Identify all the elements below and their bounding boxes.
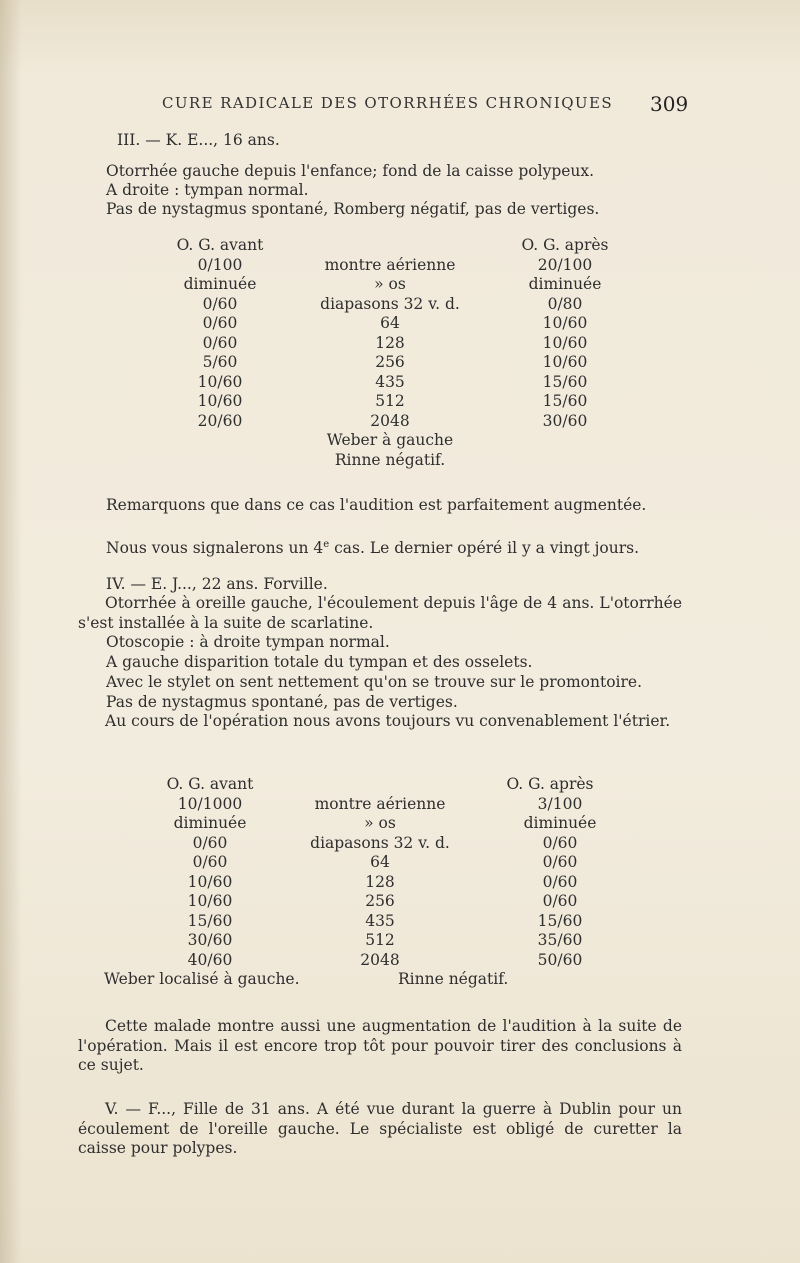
remark2-text-a: Nous vous signalerons un 4 xyxy=(106,539,324,557)
cell-stimulus: 2048 xyxy=(370,411,410,430)
cell-stimulus: 128 xyxy=(375,333,405,352)
case4-rinne-note: Rinne négatif. xyxy=(398,970,509,988)
case3-line-2: A droite : tympan normal. xyxy=(106,181,309,199)
cell-stimulus: 435 xyxy=(375,372,405,391)
table-row xyxy=(0,931,800,951)
cell-stimulus: » os xyxy=(374,275,406,293)
table-row xyxy=(0,295,800,315)
table-row xyxy=(0,853,800,873)
cell-before: diminuée xyxy=(173,814,247,832)
col-header-after: O. G. après xyxy=(521,236,609,254)
case4-line-3: Avec le stylet on sent nettement qu'on se trouve sur le promontoire. xyxy=(106,673,642,691)
table-row xyxy=(0,275,800,295)
table-row xyxy=(0,314,800,334)
case4-paragraph-2: Au cours de l'opération nous avons toujours vu convenablement l'étrier. xyxy=(105,712,671,730)
cell-stimulus: 435 xyxy=(365,911,395,930)
cell-before: 40/60 xyxy=(187,950,233,969)
table-row xyxy=(0,795,800,815)
cell-before: 15/60 xyxy=(187,911,233,930)
cell-stimulus: montre aérienne xyxy=(324,255,456,274)
cell-before: 0/60 xyxy=(202,294,238,313)
case3-line-1: Otorrhée gauche depuis l'enfance; fond de la caisse polypeux. xyxy=(106,162,595,180)
cell-after: 15/60 xyxy=(542,372,588,391)
table-row xyxy=(0,412,800,432)
page-number: 309 xyxy=(650,92,689,116)
cell-before: 5/60 xyxy=(202,353,238,371)
table-row xyxy=(0,951,800,971)
cell-after: 15/60 xyxy=(537,911,583,930)
cell-after: diminuée xyxy=(528,275,602,293)
cell-after: 3/100 xyxy=(537,794,583,813)
remark-paragraph-2 xyxy=(106,535,639,559)
table-row xyxy=(0,334,800,354)
remark-paragraph-3: Cette malade montre aussi une augmentation de l'audition à la suite de l'opération. Mais il est encore trop tôt pour pouvoir tirer des conclusions à ce sujet. xyxy=(78,1017,682,1074)
table-row xyxy=(0,373,800,393)
case4-paragraph-1: Otorrhée à oreille gauche, l'écoulement depuis l'âge de 4 ans. L'otorrhée s'est installée à la suite de scarlatine. xyxy=(78,594,682,632)
table-row xyxy=(0,892,800,912)
cell-after: 0/80 xyxy=(547,294,583,313)
case4-weber-note: Weber localisé à gauche. xyxy=(104,970,300,988)
cell-before: 10/1000 xyxy=(177,794,243,813)
table-header-row xyxy=(0,775,800,795)
table-row xyxy=(0,256,800,276)
remark-paragraph-1: Remarquons que dans ce cas l'audition est parfaitement augmentée. xyxy=(106,496,647,514)
cell-before: 0/60 xyxy=(202,333,238,352)
table-row xyxy=(0,873,800,893)
cell-stimulus: diapasons 32 v. d. xyxy=(310,833,450,852)
cell-after: 0/60 xyxy=(542,892,578,910)
cell-before: 0/60 xyxy=(192,833,228,852)
table-row xyxy=(0,392,800,412)
cell-before: 0/60 xyxy=(202,314,238,332)
table-row xyxy=(0,431,800,451)
table-row xyxy=(0,814,800,834)
cell-stimulus: » os xyxy=(364,814,396,832)
cell-after: 0/60 xyxy=(542,853,578,871)
table-header-row xyxy=(0,236,800,256)
cell-before: 0/60 xyxy=(192,853,228,871)
cell-before: 10/60 xyxy=(197,372,243,391)
cell-after: 15/60 xyxy=(542,392,588,410)
cell-stimulus: 2048 xyxy=(360,950,400,969)
cell-stimulus: Weber à gauche xyxy=(326,431,454,449)
case4-line-4: Pas de nystagmus spontané, pas de vertiges. xyxy=(106,693,458,711)
cell-before: 10/60 xyxy=(187,892,233,910)
cell-stimulus: 512 xyxy=(365,931,395,949)
cell-after: 0/60 xyxy=(542,833,578,852)
cell-stimulus: 256 xyxy=(375,353,405,371)
remark2-text-b: cas. Le dernier opéré il y a vingt jours. xyxy=(329,539,640,557)
cell-stimulus: Rinne négatif. xyxy=(334,450,446,469)
cell-after: 0/60 xyxy=(542,872,578,891)
cell-before: 10/60 xyxy=(187,872,233,891)
table-row xyxy=(0,353,800,373)
col-header-before: O. G. avant xyxy=(166,775,254,793)
cell-stimulus: 128 xyxy=(365,872,395,891)
case3-title: III. — K. E..., 16 ans. xyxy=(117,131,280,149)
case4-audiometry-table xyxy=(0,775,800,970)
cell-after: 50/60 xyxy=(537,950,583,969)
cell-after: 10/60 xyxy=(542,333,588,352)
case4-line-1: Otoscopie : à droite tympan normal. xyxy=(106,633,390,651)
cell-before: 20/60 xyxy=(197,411,243,430)
case5-paragraph: V. — F..., Fille de 31 ans. A été vue durant la guerre à Dublin pour un écoulement de l'oreille gauche. Le spécialiste est obligé de curetter la caisse pour polypes. xyxy=(78,1100,682,1157)
running-title: CURE RADICALE DES OTORRHÉES CHRONIQUES xyxy=(162,94,613,112)
cell-before: diminuée xyxy=(183,275,257,293)
cell-after: 35/60 xyxy=(537,931,583,949)
cell-after: 20/100 xyxy=(537,255,593,274)
cell-before: 10/60 xyxy=(197,392,243,410)
cell-after: diminuée xyxy=(523,814,597,832)
cell-after: 30/60 xyxy=(542,411,588,430)
cell-stimulus: 64 xyxy=(370,853,390,871)
cell-stimulus: diapasons 32 v. d. xyxy=(320,294,460,313)
cell-stimulus: 64 xyxy=(380,314,400,332)
case3-line-3: Pas de nystagmus spontané, Romberg négatif, pas de vertiges. xyxy=(106,200,600,218)
table-row xyxy=(0,834,800,854)
cell-before: 0/100 xyxy=(197,255,243,274)
cell-stimulus: montre aérienne xyxy=(314,794,446,813)
remark2-superscript: e xyxy=(323,539,330,550)
case4-line-2: A gauche disparition totale du tympan et des osselets. xyxy=(106,653,533,671)
cell-stimulus: 512 xyxy=(375,392,405,410)
cell-stimulus: 256 xyxy=(365,892,395,910)
table-row xyxy=(0,912,800,932)
cell-after: 10/60 xyxy=(542,314,588,332)
cell-before: 30/60 xyxy=(187,931,233,949)
col-header-after: O. G. après xyxy=(506,775,594,793)
table-row xyxy=(0,451,800,471)
cell-after: 10/60 xyxy=(542,353,588,371)
case4-title: IV. — E. J..., 22 ans. Forville. xyxy=(106,575,328,593)
col-header-before: O. G. avant xyxy=(176,236,264,254)
case3-audiometry-table xyxy=(0,236,800,470)
